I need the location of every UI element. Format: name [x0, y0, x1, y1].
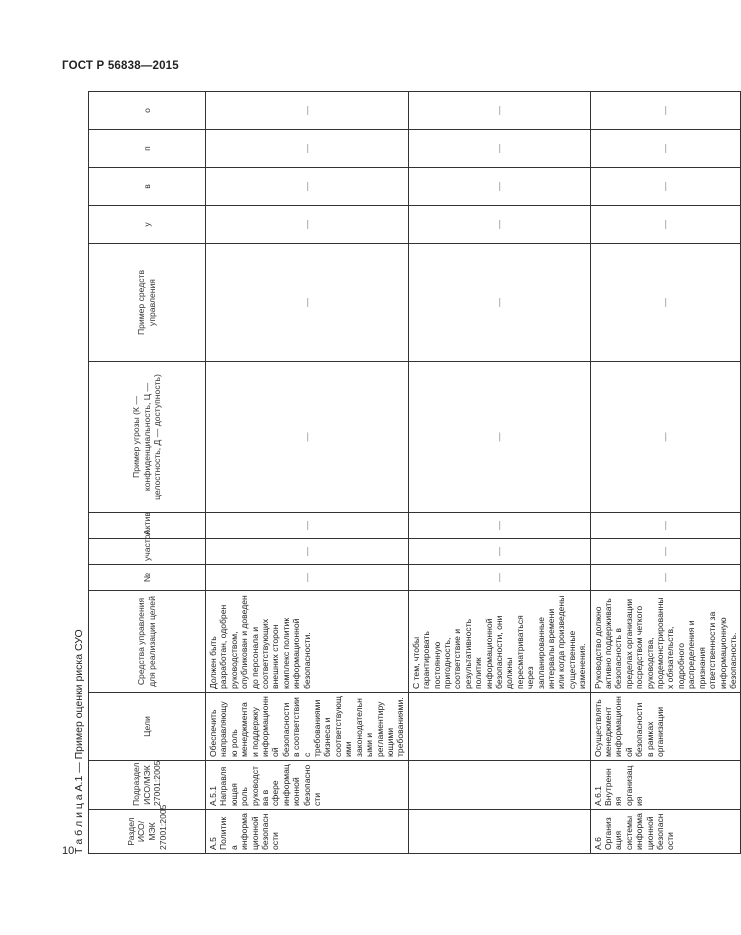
- cell-v: —: [590, 168, 741, 206]
- rotated-table-block: [70, 92, 738, 854]
- document-header: ГОСТ Р 56838—2015: [62, 60, 179, 72]
- cell-subsection: А.6.1 Внутренняя организация: [590, 761, 741, 810]
- col-header-section: Раздел ИСО/МЭК 27001:2005: [89, 810, 206, 854]
- cell-asset: —: [590, 513, 741, 539]
- cell-section: А.5 Политика информационной безопасности: [206, 810, 409, 854]
- col-header-controls: Средства управления для реализации целей: [89, 591, 206, 693]
- cell-controls: Должен быть разработан, одобрен руководством, опубликован и доведен до персонала и соответствующих внешних сторон комплекс политик информационной безопасности.: [206, 591, 409, 693]
- cell-area: —: [206, 539, 409, 565]
- col-header-threat: Пример угрозы (К — конфиденциальность, Ц — целостность, Д — доступность): [89, 362, 206, 513]
- header-row: [89, 92, 206, 854]
- cell-u: —: [206, 206, 409, 244]
- col-header-o: о: [89, 92, 206, 130]
- cell-number: —: [206, 565, 409, 591]
- cell-area: —: [590, 539, 741, 565]
- page-number: 10: [62, 845, 75, 857]
- cell-section: [408, 810, 590, 854]
- cell-p: —: [206, 130, 409, 168]
- col-header-goals: Цели: [89, 693, 206, 761]
- cell-v: —: [408, 168, 590, 206]
- cell-threat: —: [206, 362, 409, 513]
- cell-control-example: —: [590, 244, 741, 362]
- risk-assessment-table: [88, 91, 741, 854]
- table-caption: Т а б л и ц а А.1 — Пример оценки риска СУО: [73, 629, 85, 854]
- cell-p: —: [590, 130, 741, 168]
- table-row: [206, 92, 409, 854]
- cell-u: —: [408, 206, 590, 244]
- cell-threat: —: [408, 362, 590, 513]
- col-header-asset: Актив: [89, 513, 206, 539]
- col-header-subsection: Подраздел ИСО/МЭК 27001:2005: [89, 761, 206, 810]
- cell-controls: С тем, чтобы гарантировать постоянную пригодность, соответствие и результативность политик информационной безопасности, они должны пересматриваться через запланированные интервалы времени или когда произведены существенные изменения.: [408, 591, 590, 693]
- col-header-area: участок: [89, 539, 206, 565]
- cell-o: —: [590, 92, 741, 130]
- cell-u: —: [590, 206, 741, 244]
- col-header-p: п: [89, 130, 206, 168]
- cell-control-example: —: [408, 244, 590, 362]
- cell-subsection: А.5.1 Направляющая роль руководства в сфере информационной безопасности: [206, 761, 409, 810]
- col-header-v: в: [89, 168, 206, 206]
- cell-threat: —: [590, 362, 741, 513]
- cell-number: —: [590, 565, 741, 591]
- cell-section: А.6 Организация системы информационной безопасности: [590, 810, 741, 854]
- cell-goals: Обеспечить направляющую роль менеджмента и поддержку информационной безопасности в соответствии с требованиями бизнеса и соответствующими законодательными и регламентирующими требованиями.: [206, 693, 409, 761]
- col-header-u: у: [89, 206, 206, 244]
- cell-goals: [408, 693, 590, 761]
- cell-p: —: [408, 130, 590, 168]
- cell-area: —: [408, 539, 590, 565]
- table-row: [408, 92, 590, 854]
- cell-control-example: —: [206, 244, 409, 362]
- cell-v: —: [206, 168, 409, 206]
- cell-goals: Осуществлять менеджмент информационной безопасности в рамках организации: [590, 693, 741, 761]
- table-row: [590, 92, 741, 854]
- cell-asset: —: [408, 513, 590, 539]
- cell-o: —: [408, 92, 590, 130]
- cell-controls: Руководство должно активно поддерживать безопасность в пределах организации посредством четкого руководства, продемонстрированных обязательств, подробного распределения и признания ответственности за информационную безопасность.: [590, 591, 741, 693]
- col-header-control-example: Пример средств управления: [89, 244, 206, 362]
- cell-asset: —: [206, 513, 409, 539]
- cell-o: —: [206, 92, 409, 130]
- col-header-number: №: [89, 565, 206, 591]
- cell-number: —: [408, 565, 590, 591]
- cell-subsection: [408, 761, 590, 810]
